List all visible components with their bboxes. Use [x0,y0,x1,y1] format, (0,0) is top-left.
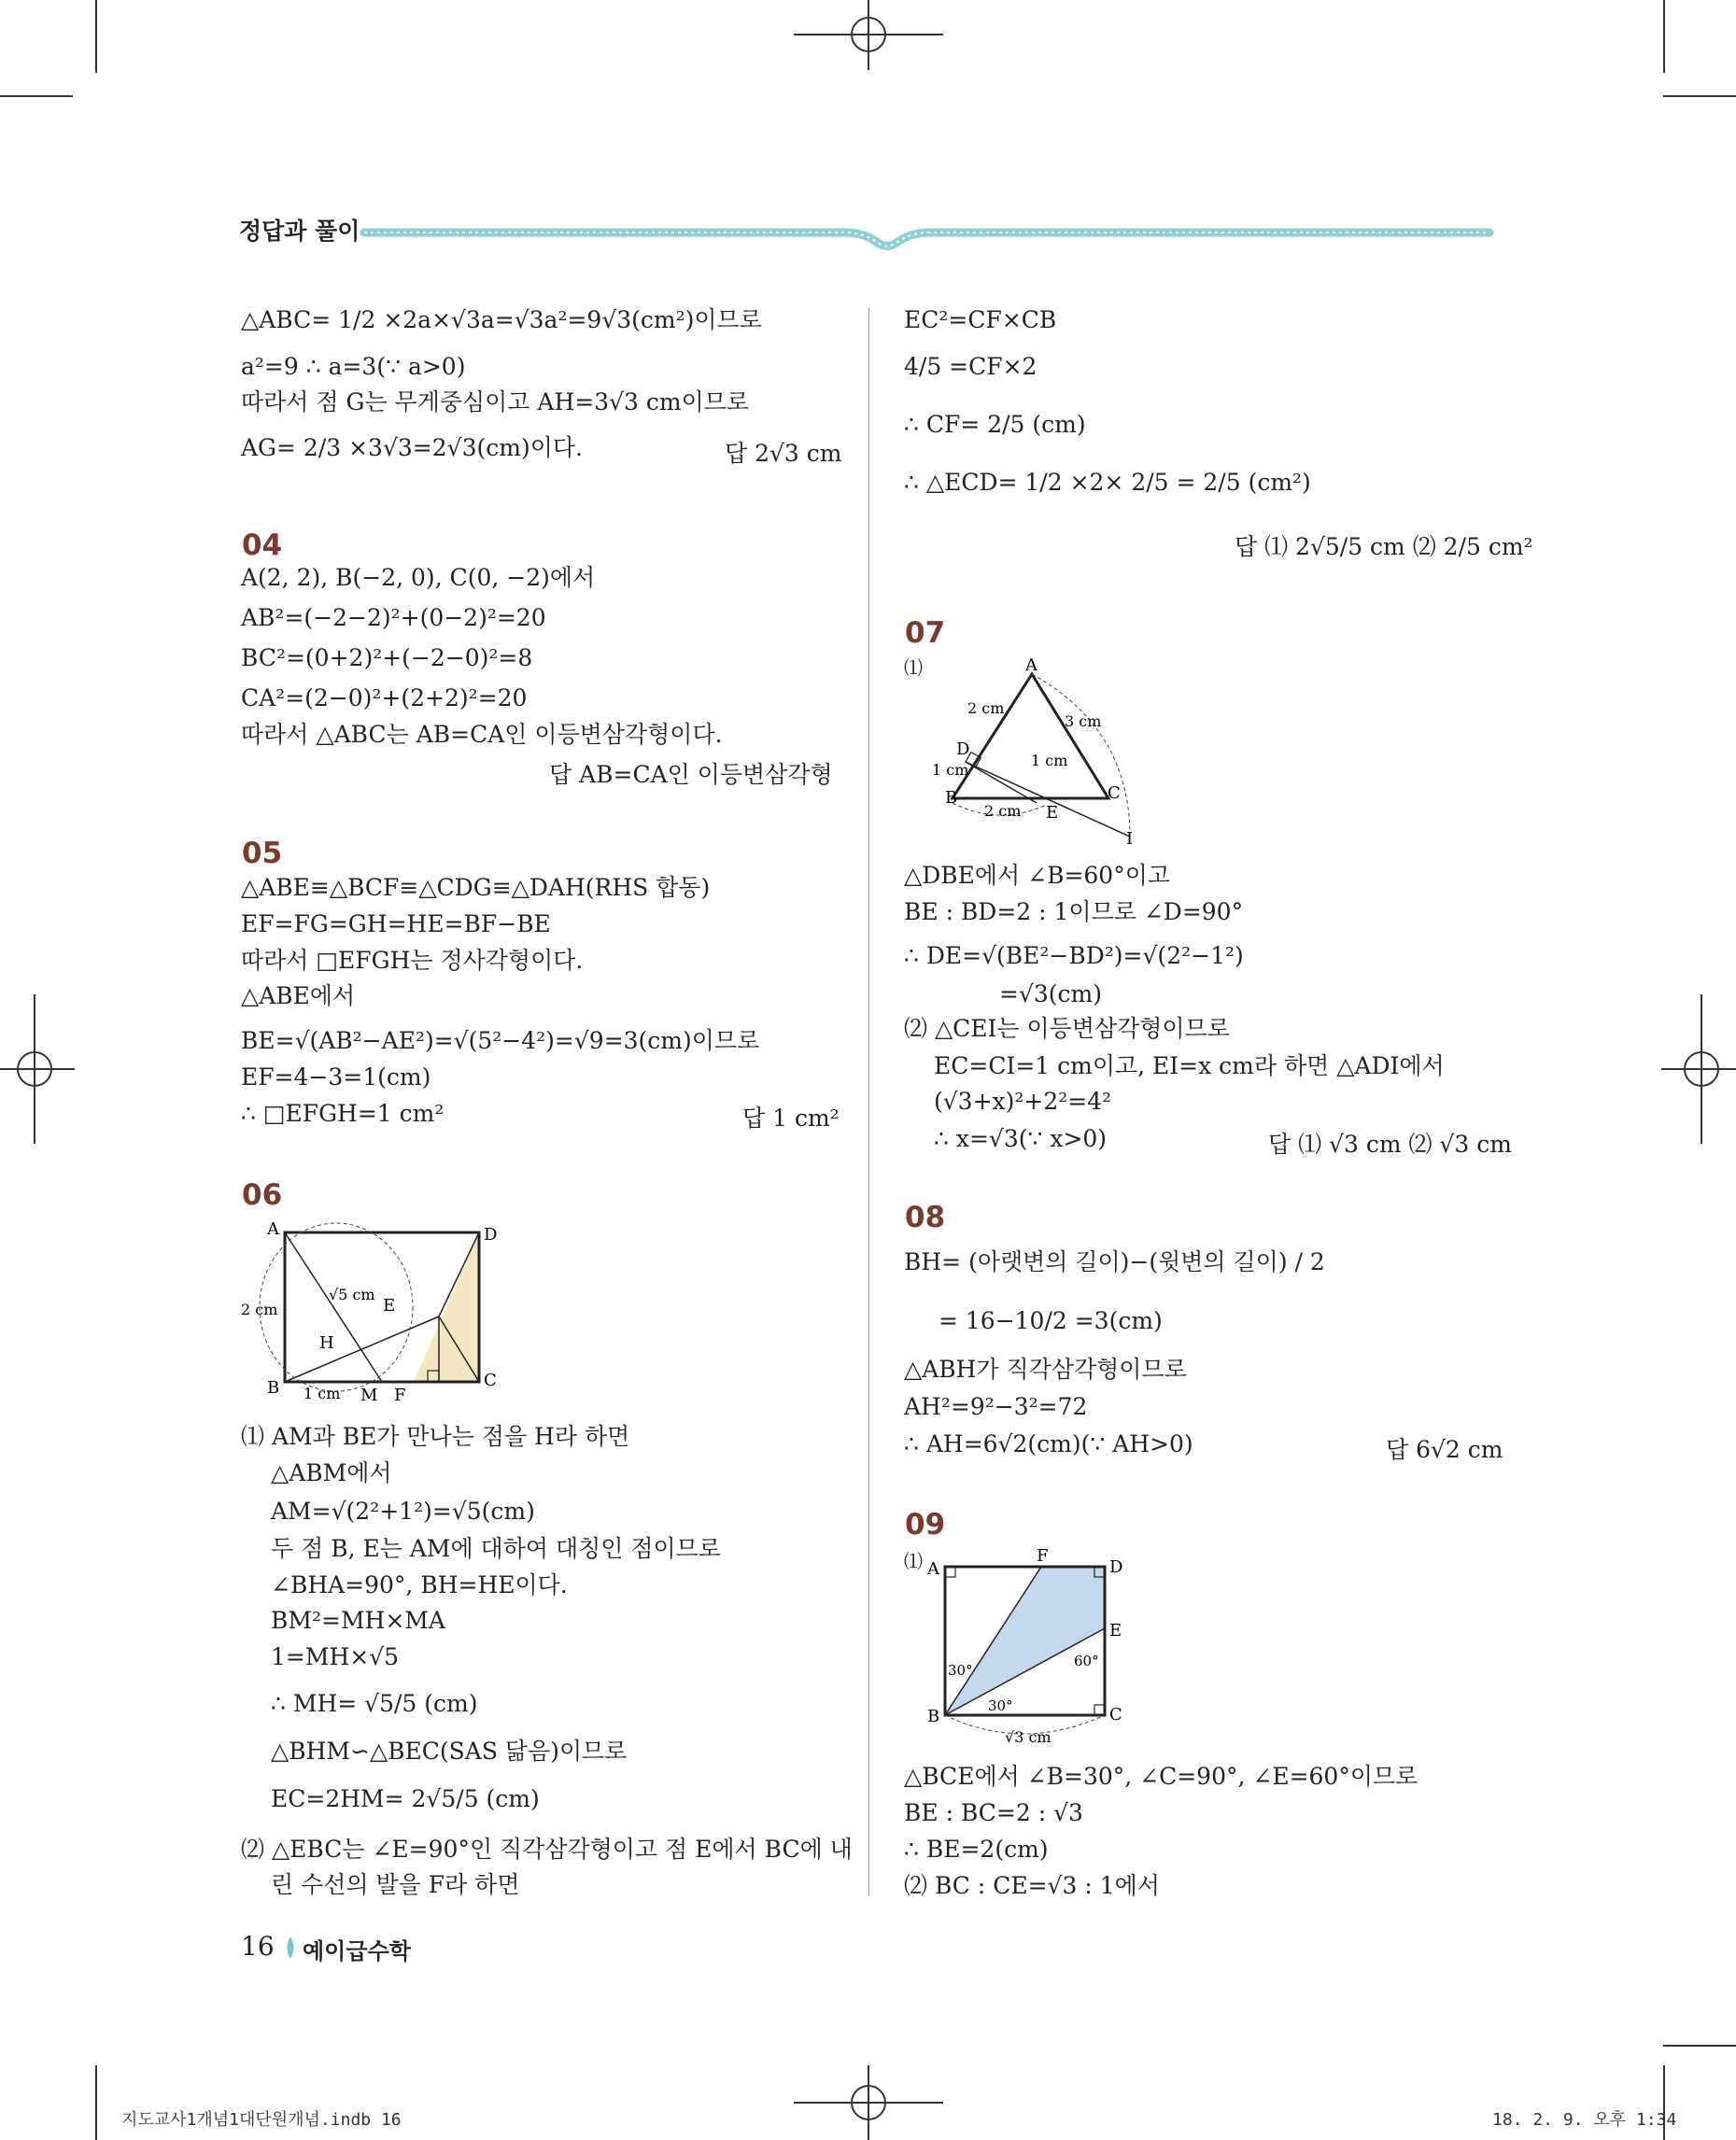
p07-line: △DBE에서 ∠B=60°이고 [904,862,1171,889]
problem-number: 04 [242,528,283,562]
fig-label: √5 cm [329,1286,375,1303]
p07-sub: ⑴ [904,656,923,679]
page-header-title: 정답과 풀이 [239,218,360,245]
fig-label: A [927,1559,939,1579]
p07-line: BE : BD=2 : 1이므로 ∠D=90° [904,898,1244,925]
fig-label: √3 cm [1005,1728,1051,1746]
fig-label: I [1126,829,1134,849]
p04-line: 따라서 △ABC는 AB=CA인 이등변삼각형이다. [241,721,723,748]
p06-line: EC=2HM= 2√5/5 (cm) [271,1785,540,1812]
registration-mark [0,994,75,1144]
intro-line: a²=9 ∴ a=3(∵ a>0) [241,353,466,380]
p05-line: 따라서 □EFGH는 정사각형이다. [241,947,584,974]
p09-line: △BCE에서 ∠B=30°, ∠C=90°, ∠E=60°이므로 [904,1763,1418,1790]
p08-line: AH²=9²−3²=72 [904,1393,1088,1420]
crop-mark [95,0,97,73]
p04-line: CA²=(2−0)²+(2+2)²=20 [241,684,528,711]
p07-figure [924,654,1158,850]
fig-label: D [956,739,970,759]
p06-line: 린 수선의 발을 F라 하면 [271,1871,520,1898]
p06-line: ⑵ △EBC는 ∠E=90°인 직각삼각형이고 점 E에서 BC에 내 [241,1836,853,1863]
p08-line: △ABH가 직각삼각형이므로 [904,1356,1187,1383]
crop-mark [1663,0,1665,73]
p05-line: △ABE≡△BCF≡△CDG≡△DAH(RHS 합동) [241,874,711,901]
fig-label: C [1109,1705,1122,1725]
p06c-line: EC²=CF×CB [904,306,1057,333]
problem-number: 05 [242,837,283,870]
p06-line: △ABM에서 [271,1459,392,1486]
p06c-line: 4/5 =CF×2 [904,353,1037,380]
fig-label: 30° [948,1662,973,1679]
intro-line: 따라서 점 G는 무게중심이고 AH=3√3 cm이므로 [241,388,750,415]
p04-line: A(2, 2), B(−2, 0), C(0, −2)에서 [241,564,596,591]
fig-label: B [927,1707,940,1726]
registration-mark [794,0,943,70]
fig-label: H [319,1333,334,1353]
footer-date: 18. 2. 9. 오후 1:34 [1492,2110,1677,2130]
fig-label: B [945,788,958,808]
p05-line: BE=√(AB²−AE²)=√(5²−4²)=√9=3(cm)이므로 [241,1027,760,1054]
p08-line: BH= (아랫변의 길이)−(윗변의 길이) / 2 [904,1248,1325,1275]
p08-line: ∴ AH=6√2(cm)(∵ AH>0) [904,1430,1193,1457]
crop-mark [95,2065,97,2140]
p05-line: EF=4−3=1(cm) [241,1063,431,1091]
p08-line: = 16−10/2 =3(cm) [939,1307,1163,1334]
p07-line: =√3(cm) [999,980,1102,1007]
p06-line: ∠BHA=90°, BH=HE이다. [271,1571,568,1598]
fig-label: E [1046,803,1059,823]
fig-label: D [484,1225,498,1245]
p06c-line: ∴ △ECD= 1/2 ×2× 2/5 = 2/5 (cm²) [904,469,1311,496]
registration-mark [794,2065,943,2140]
problem-number: 09 [905,1508,946,1542]
fig-label: E [383,1296,396,1316]
p05-answer: 답 1 cm² [742,1105,840,1132]
brand-name: 예이급수학 [303,1938,411,1964]
fig-label: F [394,1386,406,1405]
fig-label: F [1037,1546,1049,1566]
problem-number: 08 [905,1201,946,1234]
fig-label: C [1108,783,1121,803]
fig-label: A [267,1219,279,1239]
p08-answer: 답 6√2 cm [1386,1436,1503,1463]
fig-label: 60° [1074,1653,1099,1669]
footer-file: 지도교사1개념1대단원개념.indb 16 [121,2110,402,2130]
intro-line: AG= 2/3 ×3√3=2√3(cm)이다. [241,434,583,461]
header-decoration [360,210,1494,257]
fig-label: 3 cm [1065,712,1102,730]
p06-line: ⑴ AM과 BE가 만나는 점을 H라 하면 [241,1423,630,1450]
p06-line: BM²=MH×MA [271,1607,445,1634]
fig-label: 1 cm [932,761,969,779]
fig-label: 1 cm [303,1385,341,1402]
p06-line: △BHM∽△BEC(SAS 닮음)이므로 [271,1738,628,1765]
page-number: 16 [241,1931,275,1962]
crop-mark [1663,95,1736,97]
intro-line: △ABC= 1/2 ×2a×√3a=√3a²=9√3(cm²)이므로 [241,306,762,333]
fig-label: 2 cm [967,699,1005,717]
fig-label: 30° [988,1697,1013,1714]
p06-line: 1=MH×√5 [271,1643,400,1670]
fig-label: M [360,1386,378,1405]
p07-line: ∴ DE=√(BE²−BD²)=√(2²−1²) [904,942,1244,969]
p05-line: ∴ □EFGH=1 cm² [241,1100,445,1127]
fig-label: C [484,1371,497,1390]
fig-label: 1 cm [1031,752,1068,769]
intro-answer: 답 2√3 cm [725,440,842,467]
p07-line: EC=CI=1 cm이고, EI=x cm라 하면 △ADI에서 [934,1052,1445,1079]
fig-label: E [1109,1621,1122,1640]
p07-answer: 답 ⑴ √3 cm ⑵ √3 cm [1268,1131,1512,1158]
p05-line: EF=FG=GH=HE=BF−BE [241,910,551,937]
fig-label: B [267,1378,280,1398]
column-divider [868,308,869,1895]
fig-label: 2 cm [984,802,1022,820]
p07-line: ∴ x=√3(∵ x>0) [934,1125,1108,1152]
problem-number: 07 [905,616,946,650]
p05-line: △ABE에서 [241,982,356,1009]
p06-answer: 답 ⑴ 2√5/5 cm ⑵ 2/5 cm² [1235,533,1533,560]
p06-line: 두 점 B, E는 AM에 대하여 대칭인 점이므로 [271,1535,721,1562]
problem-number: 06 [242,1178,283,1212]
p07-line: (√3+x)²+2²=4² [934,1088,1112,1115]
crop-mark [0,95,73,97]
brand-drop-icon [282,1935,299,1963]
p04-line: AB²=(−2−2)²+(0−2)²=20 [241,604,546,631]
fig-label: 2 cm [241,1301,278,1318]
p09-line: BE : BC=2 : √3 [904,1799,1083,1826]
p04-answer: 답 AB=CA인 이등변삼각형 [549,761,833,788]
fig-label: D [1109,1557,1123,1577]
p09-figure [924,1542,1149,1753]
registration-mark [1661,994,1736,1144]
p07-line: ⑵ △CEI는 이등변삼각형이므로 [904,1015,1230,1042]
fig-label: A [1025,655,1037,675]
p06-line: ∴ MH= √5/5 (cm) [271,1690,478,1717]
p09-sub: ⑴ [904,1550,923,1572]
p04-line: BC²=(0+2)²+(−2−0)²=8 [241,644,533,671]
p06c-line: ∴ CF= 2/5 (cm) [904,411,1086,438]
p06-line: AM=√(2²+1²)=√5(cm) [271,1498,535,1525]
p06-figure [233,1214,498,1410]
crop-mark [1663,2045,1736,2047]
p09-line: ∴ BE=2(cm) [904,1836,1049,1863]
p09-line: ⑵ BC : CE=√3 : 1에서 [904,1872,1160,1899]
